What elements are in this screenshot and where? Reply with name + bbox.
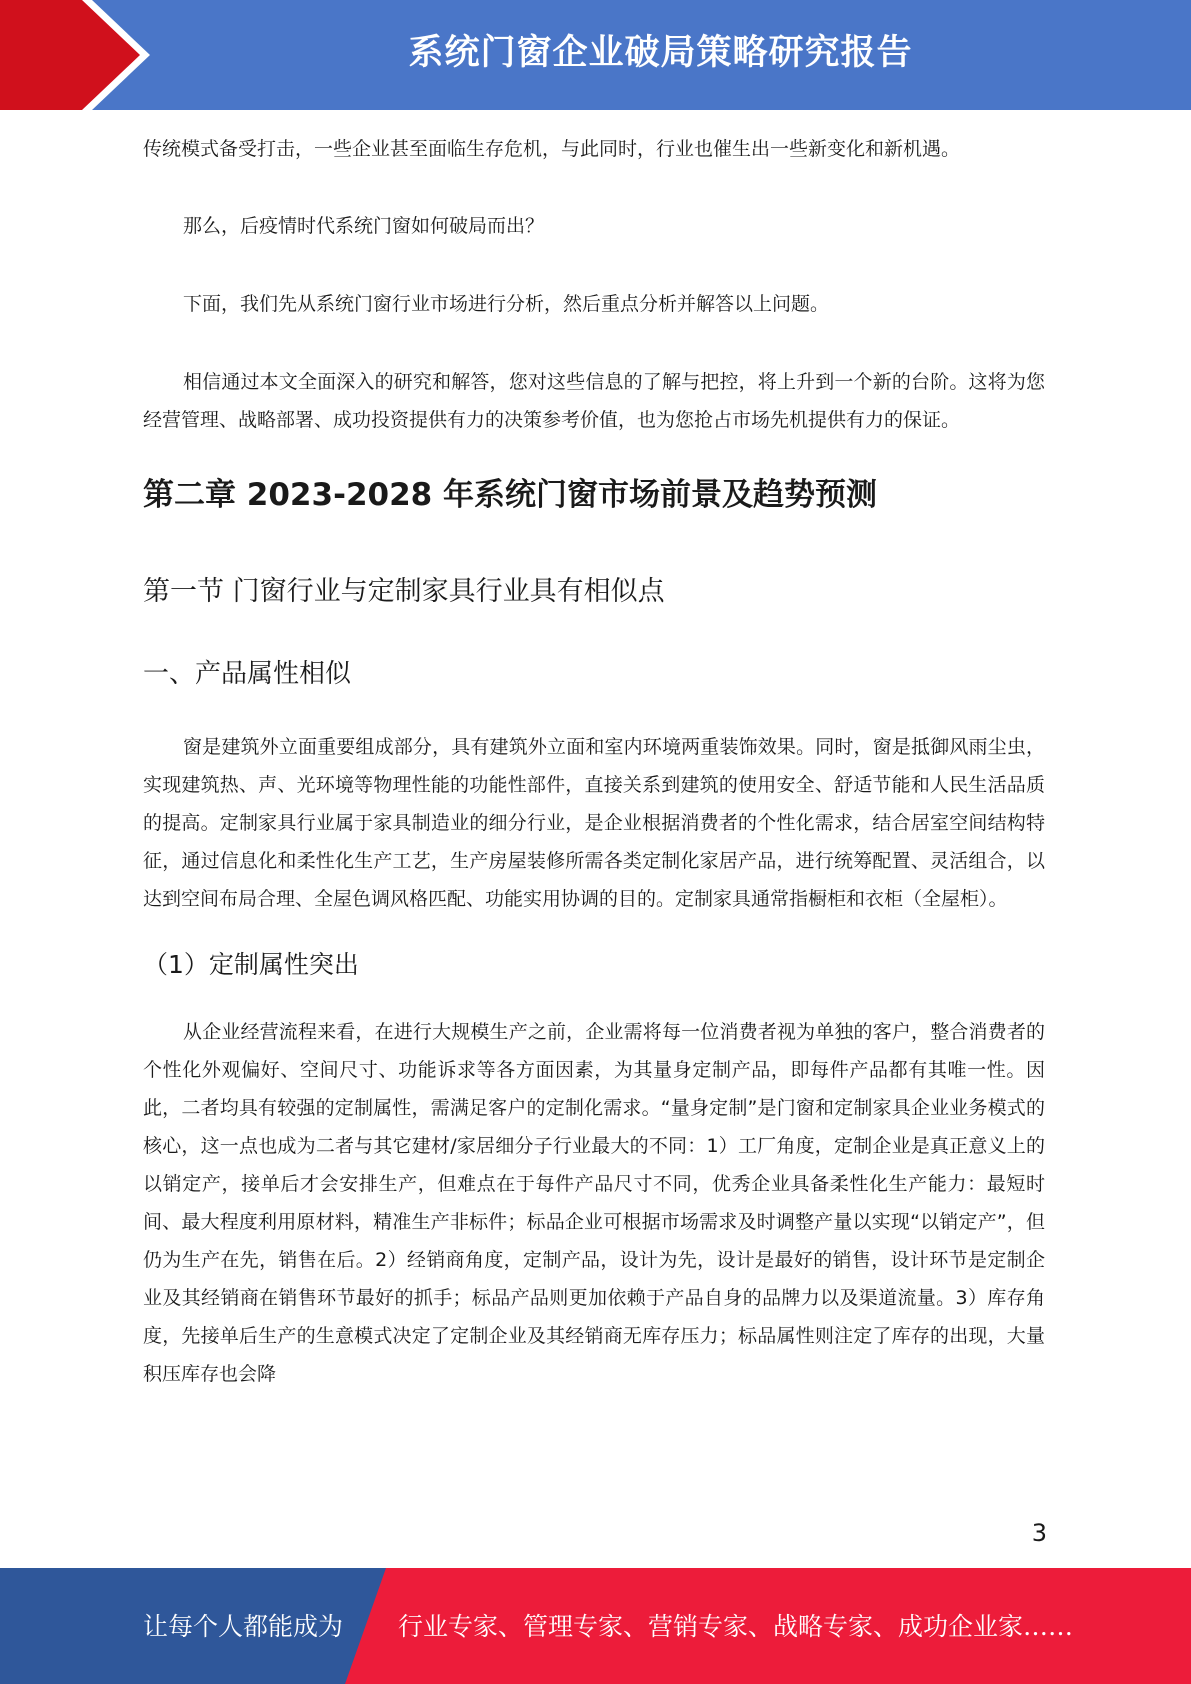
paragraph-product-attributes: 窗是建筑外立面重要组成部分，具有建筑外立面和室内环境两重装饰效果。同时，窗是抵御风雨尘虫，实现建筑热、声、光环境等物理性能的功能性部件，直接关系到建筑的使用安全、舒适节能和人民生活品质的提高。定制家具行业属于家具制造业的细分行业，是企业根据消费者的个性化需求，结合居室空间结构特征，通过信息化和柔性化生产工艺，生产房屋装修所需各类定制化家居产品，进行统筹配置、灵活组合，以达到空间布局合理、全屋色调风格匹配、功能实用协调的目的。定制家具通常指橱柜和衣柜（全屋柜）。 <box>143 736 1045 910</box>
report-title: 系统门窗企业破局策略研究报告 <box>408 33 913 73</box>
page-header <box>0 0 1191 110</box>
footer-slogan-left: 让每个人都能成为 <box>143 1612 344 1641</box>
paragraph-customization: 从企业经营流程来看，在进行大规模生产之前，企业需将每一位消费者视为单独的客户，整合消费者的个性化外观偏好、空间尺寸、功能诉求等各方面因素，为其量身定制产品，即每件产品都有其唯一性。因此，二者均具有较强的定制属性，需满足客户的定制化需求。“量身定制”是门窗和定制家具企业业务模式的核心，这一点也成为二者与其它建材/家居细分子行业最大的不同：1）工厂角度，定制企业是真正意义上的以销定产，接单后才会安排生产，但难点在于每件产品尺寸不同，优秀企业具备柔性化生产能力：最短时间、最大程度利用原材料，精准生产非标件；标品企业可根据市场需求及时调整产量以实现“以销定产”，但仍为生产在先，销售在后。2）经销商角度，定制产品，设计为先，设计是最好的销售，设计环节是定制企业及其经销商在销售环节最好的抓手；标品产品则更加依赖于产品自身的品牌力以及渠道流量。3）库存角度，先接单后生产的生意模式决定了定制企业及其经销商无库存压力；标品属性则注定了库存的出现，大量积压库存也会降 <box>143 1021 1045 1385</box>
page-content <box>143 130 1045 1393</box>
paragraph-value: 相信通过本文全面深入的研究和解答，您对这些信息的了解与把控，将上升到一个新的台阶。这将为您经营管理、战略部署、成功投资提供有力的决策参考价值，也为您抢占市场先机提供有力的保证。 <box>143 371 1045 431</box>
footer-slogan-right: 行业专家、管理专家、营销专家、战略专家、成功企业家…… <box>398 1612 1074 1641</box>
section-heading: 第一节 门窗行业与定制家具行业具有相似点 <box>143 576 665 607</box>
paragraph-continuation: 传统模式备受打击，一些企业甚至面临生存危机，与此同时，行业也催生出一些新变化和新机遇。 <box>143 138 961 160</box>
page-footer <box>0 1568 1191 1684</box>
chapter-heading: 第二章 2023-2028 年系统门窗市场前景及趋势预测 <box>143 477 878 513</box>
subsection-heading: 一、产品属性相似 <box>143 659 352 689</box>
page-number: 3 <box>1031 1519 1047 1547</box>
paragraph-question: 那么，后疫情时代系统门窗如何破局而出？ <box>183 215 545 237</box>
header-red-arrow <box>0 0 150 110</box>
paragraph-intro: 下面，我们先从系统门窗行业市场进行分析，然后重点分析并解答以上问题。 <box>183 293 830 315</box>
subsubsection-heading: （1）定制属性突出 <box>143 950 359 979</box>
